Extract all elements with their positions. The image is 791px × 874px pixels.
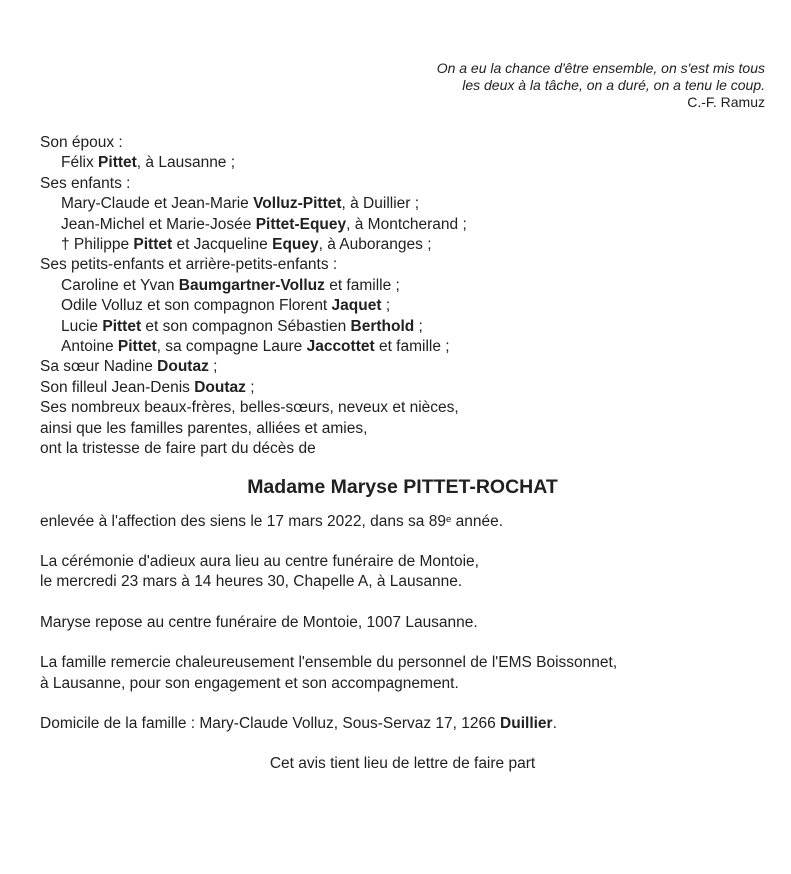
text-segment: Caroline et Yvan xyxy=(61,276,179,294)
ceremony-line xyxy=(40,552,765,572)
text-segment: La cérémonie d'adieux aura lieu au centre funéraire de Montoie, xyxy=(40,552,479,570)
family-line xyxy=(40,133,765,153)
text-segment: Domicile de la famille : Mary-Claude Volluz, Sous-Servaz 17, 1266 xyxy=(40,714,501,732)
repose-line xyxy=(40,613,765,633)
text-segment: , à Lausanne ; xyxy=(136,154,236,172)
text-segment: ont la tristesse de faire part du décès de xyxy=(40,440,316,458)
text-segment: ; xyxy=(381,297,391,315)
text-segment: Félix xyxy=(61,154,99,172)
family-line xyxy=(40,337,765,357)
text-segment: , à Auboranges ; xyxy=(318,236,432,254)
surname-bold-text: Equey xyxy=(272,236,319,254)
text-segment: année. xyxy=(451,512,503,530)
text-segment: le mercredi 23 mars à 14 heures 30, Chapelle A, à Lausanne. xyxy=(40,573,463,591)
text-segment: Antoine xyxy=(61,338,118,356)
surname-bold-text: Jaccottet xyxy=(306,338,375,356)
family-line xyxy=(40,398,765,418)
text-segment: e xyxy=(445,513,452,525)
text-segment: Sa sœur Nadine xyxy=(40,358,158,376)
text-segment: Cet avis tient lieu de lettre de faire part xyxy=(269,755,536,773)
quote-line-2: les deux à la tâche, on a duré, on a tenu le coup. xyxy=(462,77,765,93)
text-segment: Maryse repose au centre funéraire de Montoie, 1007 Lausanne. xyxy=(40,613,478,631)
deceased-name-heading: Madame Maryse PITTET-ROCHAT xyxy=(247,475,558,498)
text-segment: ; xyxy=(245,378,255,396)
text-segment: , à Montcherand ; xyxy=(346,215,467,233)
surname-bold-text: Pittet xyxy=(117,338,157,356)
text-segment: Son époux : xyxy=(40,134,123,151)
domicile-line xyxy=(40,714,765,734)
text-segment: ; xyxy=(414,317,423,335)
family-line xyxy=(40,215,765,235)
family-line xyxy=(40,194,765,214)
family-line xyxy=(40,235,765,255)
ceremony-line xyxy=(40,572,765,592)
text-segment: Son filleul Jean-Denis xyxy=(40,378,195,396)
thanks-line xyxy=(40,653,765,673)
death-date-line xyxy=(40,512,765,532)
text-segment: , à Duillier ; xyxy=(341,195,420,213)
surname-bold-text: Doutaz xyxy=(194,378,246,396)
text-segment: et famille ; xyxy=(374,338,450,356)
family-line xyxy=(40,317,765,337)
memorial-quote xyxy=(40,60,765,111)
text-segment: . xyxy=(552,714,557,732)
surname-bold-text: Jaquet xyxy=(331,297,382,315)
quote-attribution: C.-F. Ramuz xyxy=(687,94,765,110)
family-line xyxy=(40,357,765,377)
paragraph-domicile xyxy=(40,714,765,734)
surname-bold-text: Pittet xyxy=(102,317,142,335)
surname-bold-text: Berthold xyxy=(350,317,415,335)
text-segment: ainsi que les familles parentes, alliées et amies, xyxy=(40,419,368,437)
surname-bold-text: Pittet xyxy=(98,154,137,172)
family-line xyxy=(40,174,765,194)
family-line xyxy=(40,153,765,173)
family-line xyxy=(40,378,765,398)
family-list xyxy=(40,133,765,460)
text-segment: ; xyxy=(208,358,218,376)
family-line xyxy=(40,296,765,316)
text-segment: et Jacqueline xyxy=(172,236,273,254)
paragraph-death-date xyxy=(40,512,765,532)
text-segment: enlevée à l'affection des siens le 17 mars 2022, dans sa 89 xyxy=(40,512,446,530)
text-segment: Mary-Claude et Jean-Marie xyxy=(61,195,254,213)
surname-bold-text: Baumgartner-Volluz xyxy=(178,276,325,294)
family-line xyxy=(40,255,765,275)
text-segment: Jean-Michel et Marie-Josée xyxy=(61,215,256,233)
text-segment: et son compagnon Sébastien xyxy=(141,317,351,335)
paragraph-repose xyxy=(40,613,765,633)
paragraph-thanks xyxy=(40,653,765,694)
family-line xyxy=(40,276,765,296)
quote-line-1: On a eu la chance d'être ensemble, on s'est mis tous xyxy=(436,60,765,76)
paragraph-ceremony xyxy=(40,552,765,593)
surname-bold-text: Volluz-Pittet xyxy=(253,195,342,213)
text-segment: Lucie xyxy=(61,317,103,335)
text-segment: à Lausanne, pour son engagement et son accompagnement. xyxy=(40,674,459,692)
family-line xyxy=(40,439,765,459)
surname-bold-text: Doutaz xyxy=(157,358,209,376)
text-segment: † Philippe xyxy=(61,236,134,254)
surname-bold-text: Duillier xyxy=(500,714,553,732)
text-segment: Odile Volluz et son compagnon Florent xyxy=(61,297,332,315)
closing-line xyxy=(40,754,765,774)
closing-statement xyxy=(40,754,765,774)
surname-bold-text: Pittet-Equey xyxy=(255,215,347,233)
surname-bold-text: Pittet xyxy=(133,236,173,254)
text-segment: Ses petits-enfants et arrière-petits-enfants : xyxy=(40,256,338,274)
text-segment: Ses enfants : xyxy=(40,174,131,192)
text-segment: et famille ; xyxy=(324,276,400,294)
family-line xyxy=(40,419,765,439)
text-segment: Ses nombreux beaux-frères, belles-sœurs, neveux et nièces, xyxy=(40,399,459,417)
thanks-line xyxy=(40,674,765,694)
text-segment: , sa compagne Laure xyxy=(156,338,307,356)
text-segment: La famille remercie chaleureusement l'ensemble du personnel de l'EMS Boissonnet, xyxy=(40,654,618,672)
